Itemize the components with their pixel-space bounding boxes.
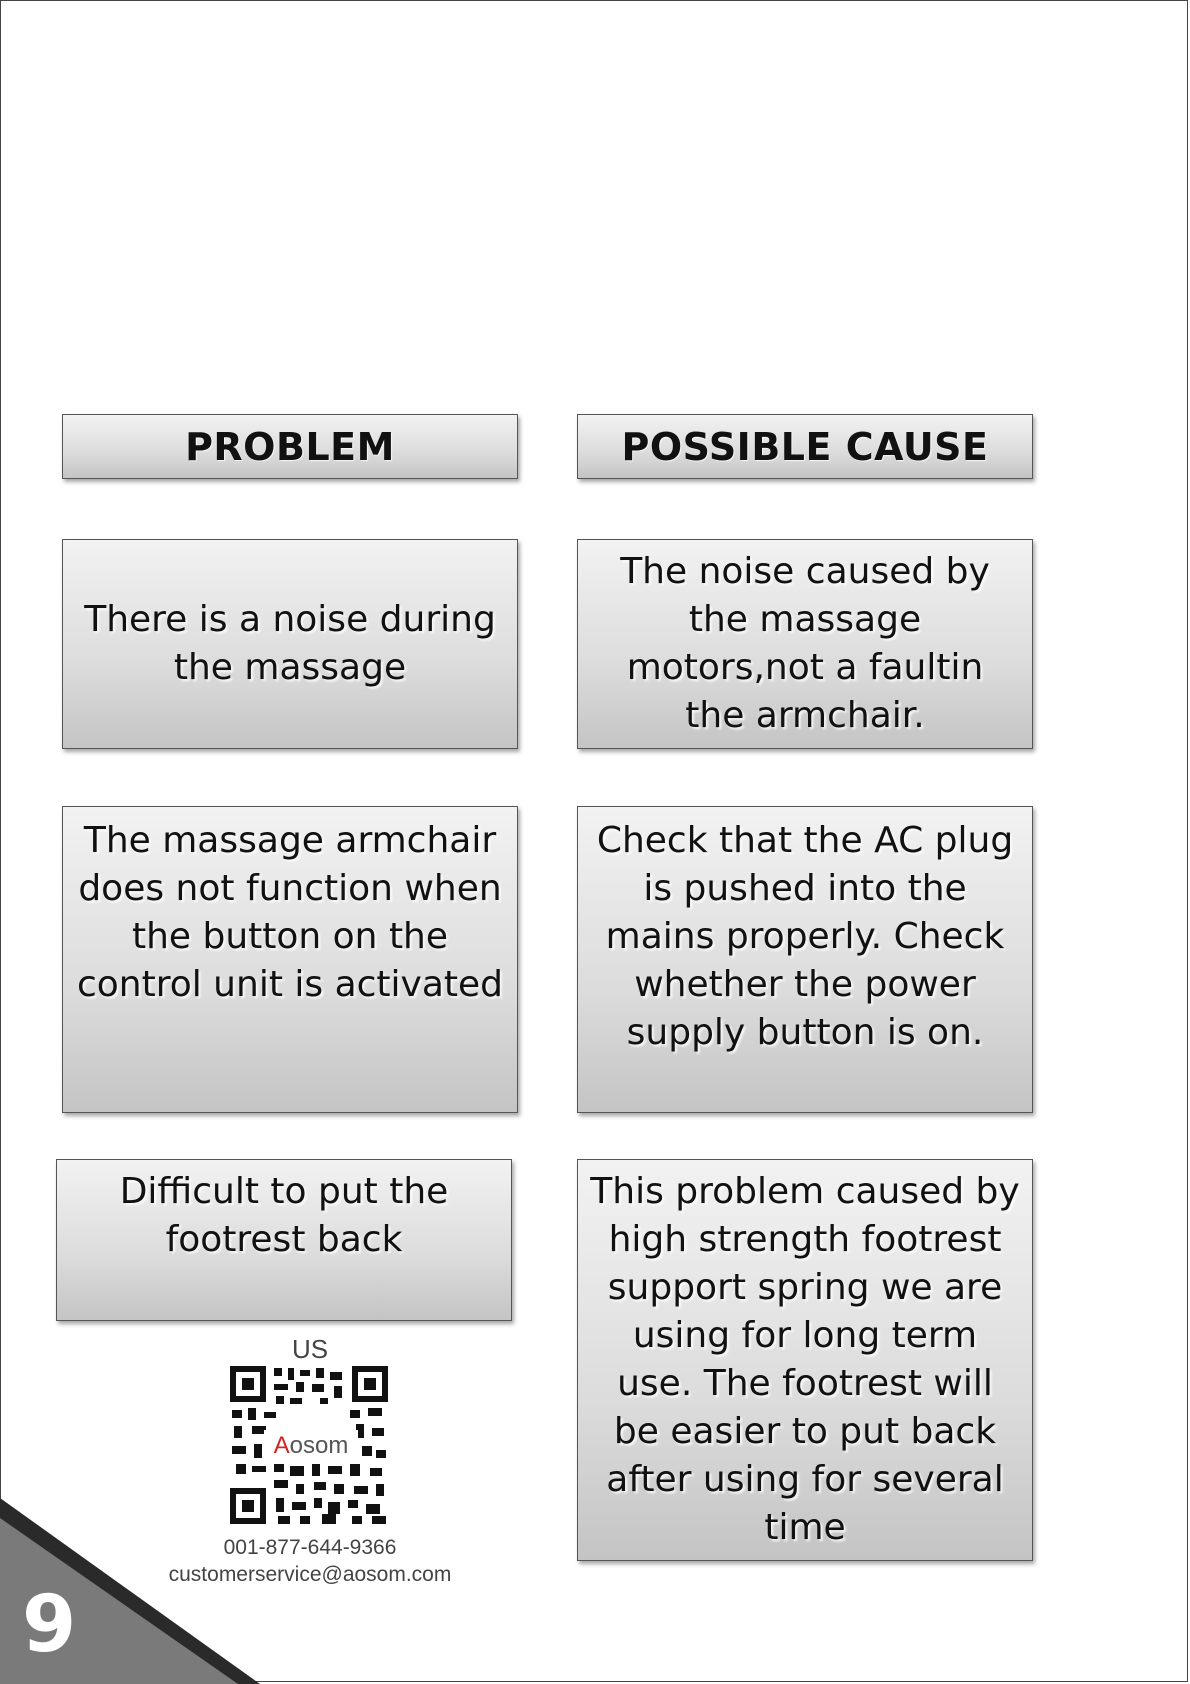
possible-cause-header <box>577 414 1033 479</box>
problem-text-1: There is a noise during the massage <box>84 599 496 688</box>
cause-text-3: This problem caused by high strength footrest support spring we are using for long term use. The footrest will be easier to put back after using for several time <box>590 1171 1020 1548</box>
phone-number: 001-877-644-9366 <box>223 1536 397 1559</box>
cause-cell-3 <box>577 1159 1033 1561</box>
problem-header-label: PROBLEM <box>185 424 395 469</box>
cause-text-1: The noise caused by the massage motors,not a faultin the armchair. <box>620 551 990 736</box>
cause-cell-1 <box>577 539 1033 749</box>
problem-text-2: The massage armchair does not function when the button on the control unit is activated <box>76 820 504 1005</box>
problem-cell-1 <box>62 539 518 749</box>
email-address: customerservice@aosom.com <box>168 1563 452 1586</box>
problem-cell-3 <box>56 1159 512 1321</box>
cause-text-2: Check that the AC plug is pushed into the mains properly. Check whether the power supply button is on. <box>596 820 1014 1053</box>
region-label: US <box>291 1334 329 1364</box>
problem-text-3: Difficult to put the footrest back <box>119 1171 449 1260</box>
possible-cause-header-label: POSSIBLE CAUSE <box>621 424 989 469</box>
page-number: 9 <box>22 1580 77 1670</box>
problem-cell-2 <box>62 806 518 1113</box>
cause-cell-2 <box>577 806 1033 1113</box>
qr-logo-text: Aosom <box>273 1432 349 1459</box>
problem-header <box>62 414 518 479</box>
